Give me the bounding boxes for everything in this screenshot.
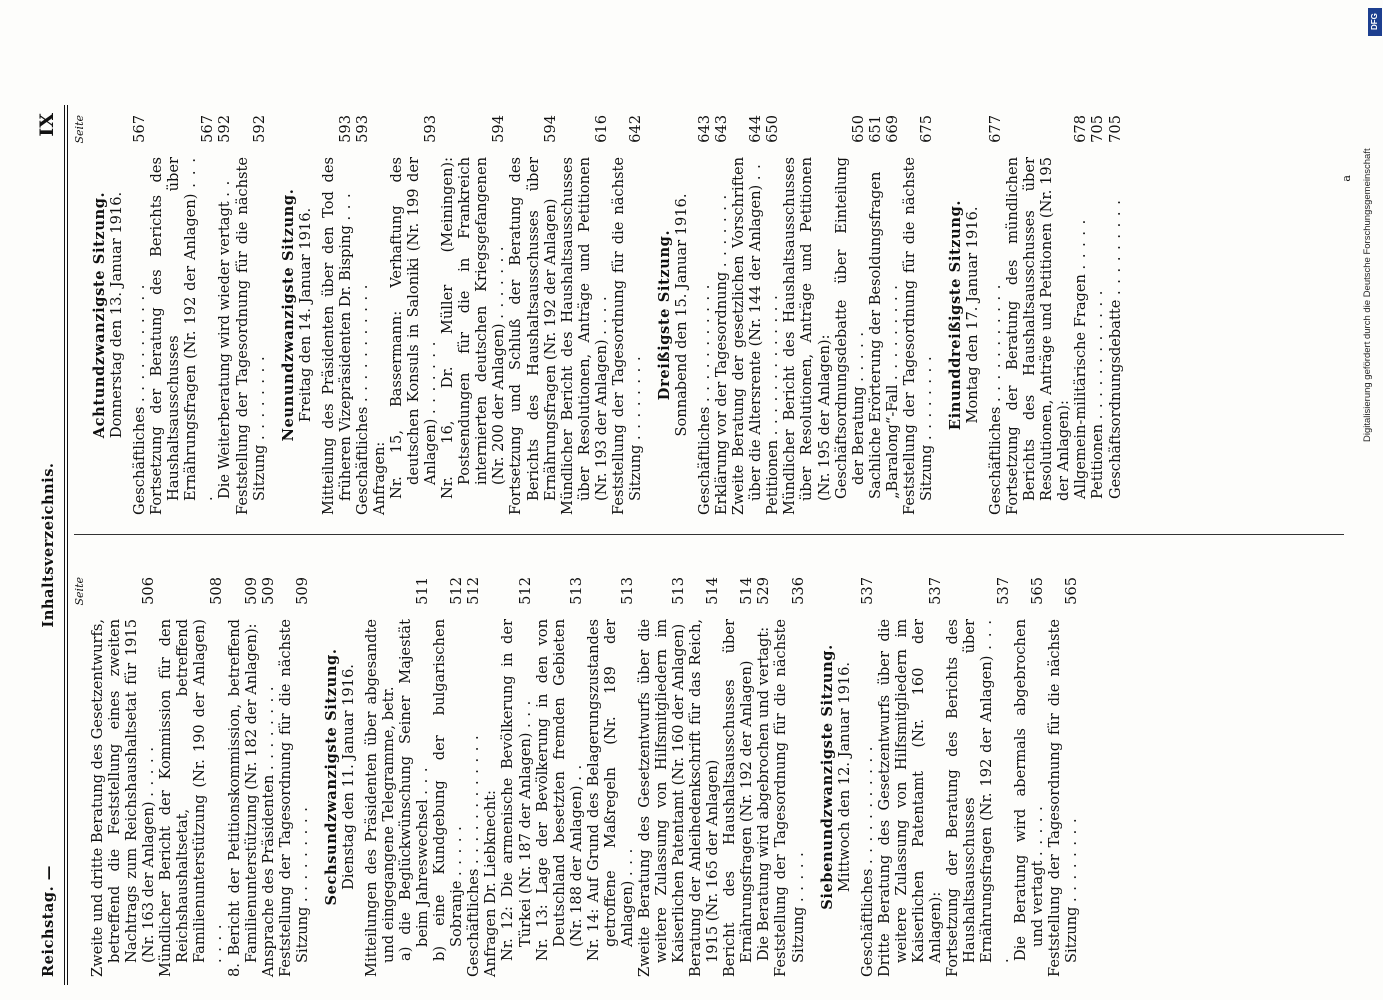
session-date: Montag den 17. Januar 1916. [964, 206, 981, 424]
page-ref: 512 [448, 577, 466, 605]
toc-entry: Petitionen . . . . . . . . . . . . . 650 [764, 115, 782, 515]
page-ref: 567 [199, 115, 217, 143]
toc-entry: Feststellung der Tagesordnung für die nächste Sitzung . . . . . . . . 642 [609, 115, 644, 515]
digitization-text: Digitalisierung gefördert durch die Deutsche Forschungsgemeinschaft [1362, 148, 1373, 442]
rotated-page [30, 105, 1360, 985]
toc-entry: Anfragen: [370, 441, 388, 515]
session-title: Dreißigste Sitzung. [655, 229, 673, 401]
page-ref: 642 [626, 115, 644, 143]
toc-entry: Geschäftliches . . . . . . . . . . . . 512 [465, 577, 483, 977]
toc-entry: Nr. 16, Dr. Müller (Meiningen): Postsendungen für die in Frankreich internierten deutschen Kriegsgefangenen (Nr. 200 der Anlagen) . . . . . . . 594 [439, 115, 508, 499]
page-ref: 514 [704, 577, 722, 605]
toc-entry: Bericht des Haushaltsausschusses über Ernährungsfragen (Nr. 192 der Anlagen) 514 [721, 577, 756, 977]
toc-entry: Geschäftsordnungsdebatte über Einteilung der Beratung . . . . . 650 [832, 115, 867, 499]
toc-entry: Feststellung der Tagesordnung für die nächste Sitzung . . . . . . . . 592 [233, 115, 268, 515]
page-ref: 513 [670, 577, 688, 605]
toc-entry: Sachliche Erörterung der Besoldungsfragen 651 [866, 115, 884, 499]
page-ref: 537 [995, 577, 1013, 605]
page-ref: 565 [1029, 577, 1047, 605]
header-rule [64, 105, 65, 985]
toc-entry: Fortsetzung der Beratung des Berichts des Haushaltsausschusses über Ernährungsfragen (Nr. 192 der Anlagen) . . . . 537 [944, 577, 1013, 977]
toc-entry: Zweite und dritte Beratung des Gesetzentwurfs, betreffend die Feststellung eines zweiten Nachtrags zum Reichshaushaltsetat für 1915 (Nr. 163 der Anlagen) . . . . . 506 [89, 577, 158, 977]
toc-entry: Geschäftliches . . . . . . . . . . . 537 [858, 577, 876, 977]
session-title: Siebenundzwanzigste Sitzung. [818, 644, 836, 910]
page-ref: 537 [858, 577, 876, 605]
signature-mark: a [1340, 175, 1354, 182]
toc-entry: Geschäftliches . . . . . . . . . . . 567 [131, 115, 149, 515]
toc-entry: 8. Bericht der Petitionskommission, betreffend Familienunterstützung (Nr. 182 der Anlagen): 509 [225, 577, 260, 977]
header-left: Reichstag. — [40, 865, 57, 977]
page-ref: 509 [293, 577, 311, 605]
toc-entry: Nr. 13: Lage der Bevölkerung in den von Deutschland besetzten fremden Gebieten (Nr. 188 der Anlagen) . . 513 [533, 577, 585, 961]
toc-entry: Mitteilungen des Präsidenten über abgesandte und eingegangene Telegramme, betr. [362, 619, 397, 977]
toc-entry: Allgemein-militärische Fragen . . . . . 678 [1072, 115, 1090, 499]
toc-entry: Petitionen . . . . . . . . . . . . 705 [1089, 115, 1107, 499]
page-ref: 705 [1106, 115, 1124, 143]
page-ref: 593 [422, 115, 440, 143]
toc-entry: Mündlicher Bericht des Haushaltsausschusses über Resolutionen, Anträge und Petitionen (Nr. 193 der Anlagen) . . . . 616 [558, 115, 610, 515]
page-ref: 651 [866, 115, 884, 143]
toc-entry: Dritte Beratung des Gesetzentwurfs über die weitere Zulassung von Hilfsmitgliedern im Kaiserlichen Patentamt (Nr. 160 der Anlagen): 537 [875, 577, 944, 977]
page-ref: 512 [465, 577, 483, 605]
toc-entry: Geschäftsordnungsdebatte . . . . . . . . . 705 [1106, 115, 1124, 499]
toc-entry: Mündlicher Bericht der Kommission für den Reichshaushaltsetat, betreffend Familienunterstützung (Nr. 190 der Anlagen) . . . . 508 [157, 577, 226, 977]
toc-entry: Feststellung der Tagesordnung für die nächste Sitzung . . . . . . . . . 509 [276, 577, 311, 977]
toc-entry: Fortsetzung und Schluß der Beratung des Berichts des Haushaltsausschusses über Ernährungsfragen (Nr. 192 der Anlagen) 594 [507, 115, 559, 515]
toc-entry: Mündlicher Bericht des Haushaltsausschusses über Resolutionen, Anträge und Petitionen (Nr. 195 der Anlagen): [781, 157, 833, 515]
page-ref: 593 [336, 115, 354, 143]
toc-entry: b) eine Kundgebung der bulgarischen Sobranje . . . . . 512 [431, 577, 466, 961]
page-ref: 592 [216, 115, 234, 143]
page-ref: 669 [883, 115, 901, 143]
toc-entry: Geschäftliches . . . . . . . . . . . 677 [987, 115, 1005, 515]
page-ref: 643 [713, 115, 731, 143]
toc-entry: Mitteilung des Präsidenten über den Tod des früheren Vizepräsidenten Dr. Bisping . . . 593 [319, 115, 354, 515]
page-ref: 677 [987, 115, 1005, 143]
toc-entry: Nr. 12: Die armenische Bevölkerung in der Türkei (Nr. 187 der Anlagen) . . . 512 [499, 577, 534, 961]
page-ref: 650 [764, 115, 782, 143]
page-ref: 513 [567, 577, 585, 605]
toc-entry: Die Beratung wird abgebrochen und vertagt: 529 [755, 577, 773, 961]
toc-entry: Nr. 14: Auf Grund des Belagerungszustandes getroffene Maßregeln (Nr. 189 der Anlagen) . . . 513 [584, 577, 636, 961]
page-ref: 650 [849, 115, 867, 143]
page-ref: 513 [618, 577, 636, 605]
page-ref: 536 [789, 577, 807, 605]
page-ref: 705 [1089, 115, 1107, 143]
toc-entry: Ansprache des Präsidenten . . . . . . . . 509 [259, 577, 277, 977]
toc-entry: Die Beratung wird abermals abgebrochen und vertagt . . . . . 565 [1012, 577, 1047, 961]
toc-entry: Anfragen Dr. Liebknecht: [482, 790, 500, 977]
session-date: Donnerstag den 13. Januar 1916. [108, 191, 126, 439]
header-title: Inhaltsverzeichnis. [40, 462, 57, 628]
page-ref: 675 [917, 115, 935, 143]
session-title: Einunddreißigste Sitzung. [946, 199, 964, 431]
page-ref: 678 [1072, 115, 1090, 143]
right-column [74, 115, 1124, 515]
page-ref: 565 [1063, 577, 1081, 605]
toc-entry: Beratung der Anleihedenkschrift für das Reich, 1915 (Nr. 165 der Anlagen) 514 [687, 577, 722, 977]
left-column [74, 577, 1081, 977]
toc-entry: Nr. 15, Bassermann: Verhaftung des deutschen Konsuls in Saloniki (Nr. 199 der Anlagen) . . . . . . . 593 [388, 115, 440, 499]
page-ref: 592 [250, 115, 268, 143]
session-date: Freitag den 14. Januar 1916. [296, 207, 314, 423]
column-divider [74, 534, 1344, 535]
toc-entry: Geschäftliches . . . . . . . . . . . 643 [696, 115, 714, 515]
page-ref: 567 [131, 115, 149, 143]
dfg-logo: DFG [1368, 8, 1382, 36]
toc-entry: Feststellung der Tagesordnung für die nächste Sitzung . . . . . . . . 675 [900, 115, 935, 515]
page-ref: 616 [592, 115, 610, 143]
toc-entry: Zweite Beratung der gesetzlichen Vorschriften über die Altersrente (Nr. 144 der Anlagen) . . 644 [730, 115, 765, 515]
page-ref: 508 [208, 577, 226, 605]
header-rule-thin [67, 105, 68, 985]
toc-entry: Erklärung vor der Tagesordnung . . . . . . . 643 [713, 115, 731, 515]
session-date: Sonnabend den 15. Januar 1916. [673, 193, 690, 437]
toc-entry: Feststellung der Tagesordnung für die nächste Sitzung . . . . . . . . 565 [1046, 577, 1081, 977]
toc-entry: „Baralong“-Fall . . . . . . . . . 669 [883, 115, 901, 499]
page-ref: 512 [516, 577, 534, 605]
seite-label: Seite [73, 115, 86, 144]
page-ref: 511 [414, 577, 432, 605]
session-title: Sechsundzwanzigste Sitzung. [322, 648, 340, 906]
header-page-number: IX [36, 113, 58, 137]
session-title: Neunundzwanzigste Sitzung. [279, 188, 297, 442]
toc-entry: Zweite Beratung des Gesetzentwurfs über die weitere Zulassung von Hilfsmitgliedern im Kaiserlichen Patentamt (Nr. 160 der Anlagen) 513 [635, 577, 688, 977]
page-ref: 514 [738, 577, 756, 605]
session-title: Achtundzwanzigste Sitzung. [91, 191, 108, 439]
page-ref: 594 [541, 115, 559, 143]
page-ref: 509 [259, 577, 277, 605]
page-ref: 509 [242, 577, 260, 605]
toc-entry: Die Weiterberatung wird wieder vertagt . . 592 [216, 115, 234, 499]
page-ref: 506 [140, 577, 158, 605]
page-ref: 594 [490, 115, 508, 143]
toc-entry: Fortsetzung der Beratung des Berichts des Haushaltsausschusses über Ernährungsfragen (Nr. 192 der Anlagen) . . . . 567 [148, 115, 217, 515]
toc-entry: Geschäftliches . . . . . . . . . . . 593 [353, 115, 371, 515]
toc-entry: Fortsetzung der Beratung des mündlichen Berichts des Haushaltsausschusses über Resolutionen, Anträge und Petitionen (Nr. 195 der Anlagen): [1004, 157, 1073, 515]
page-ref: 529 [755, 577, 773, 605]
running-header [34, 105, 64, 985]
page-ref: 644 [747, 115, 765, 143]
seite-label: Seite [73, 577, 86, 606]
digitization-note [1360, 6, 1380, 442]
page-ref: 537 [926, 577, 944, 605]
toc-entry: Feststellung der Tagesordnung für die nächste Sitzung . . . . . 536 [772, 577, 807, 977]
page-ref: 593 [353, 115, 371, 143]
session-date: Dienstag den 11. Januar 1916. [339, 664, 357, 890]
session-date: Mittwoch den 12. Januar 1916. [835, 661, 853, 893]
toc-entry: a) die Beglückwünschung Seiner Majestät beim Jahreswechsel . . . 511 [397, 577, 432, 961]
page-ref: 643 [696, 115, 714, 143]
